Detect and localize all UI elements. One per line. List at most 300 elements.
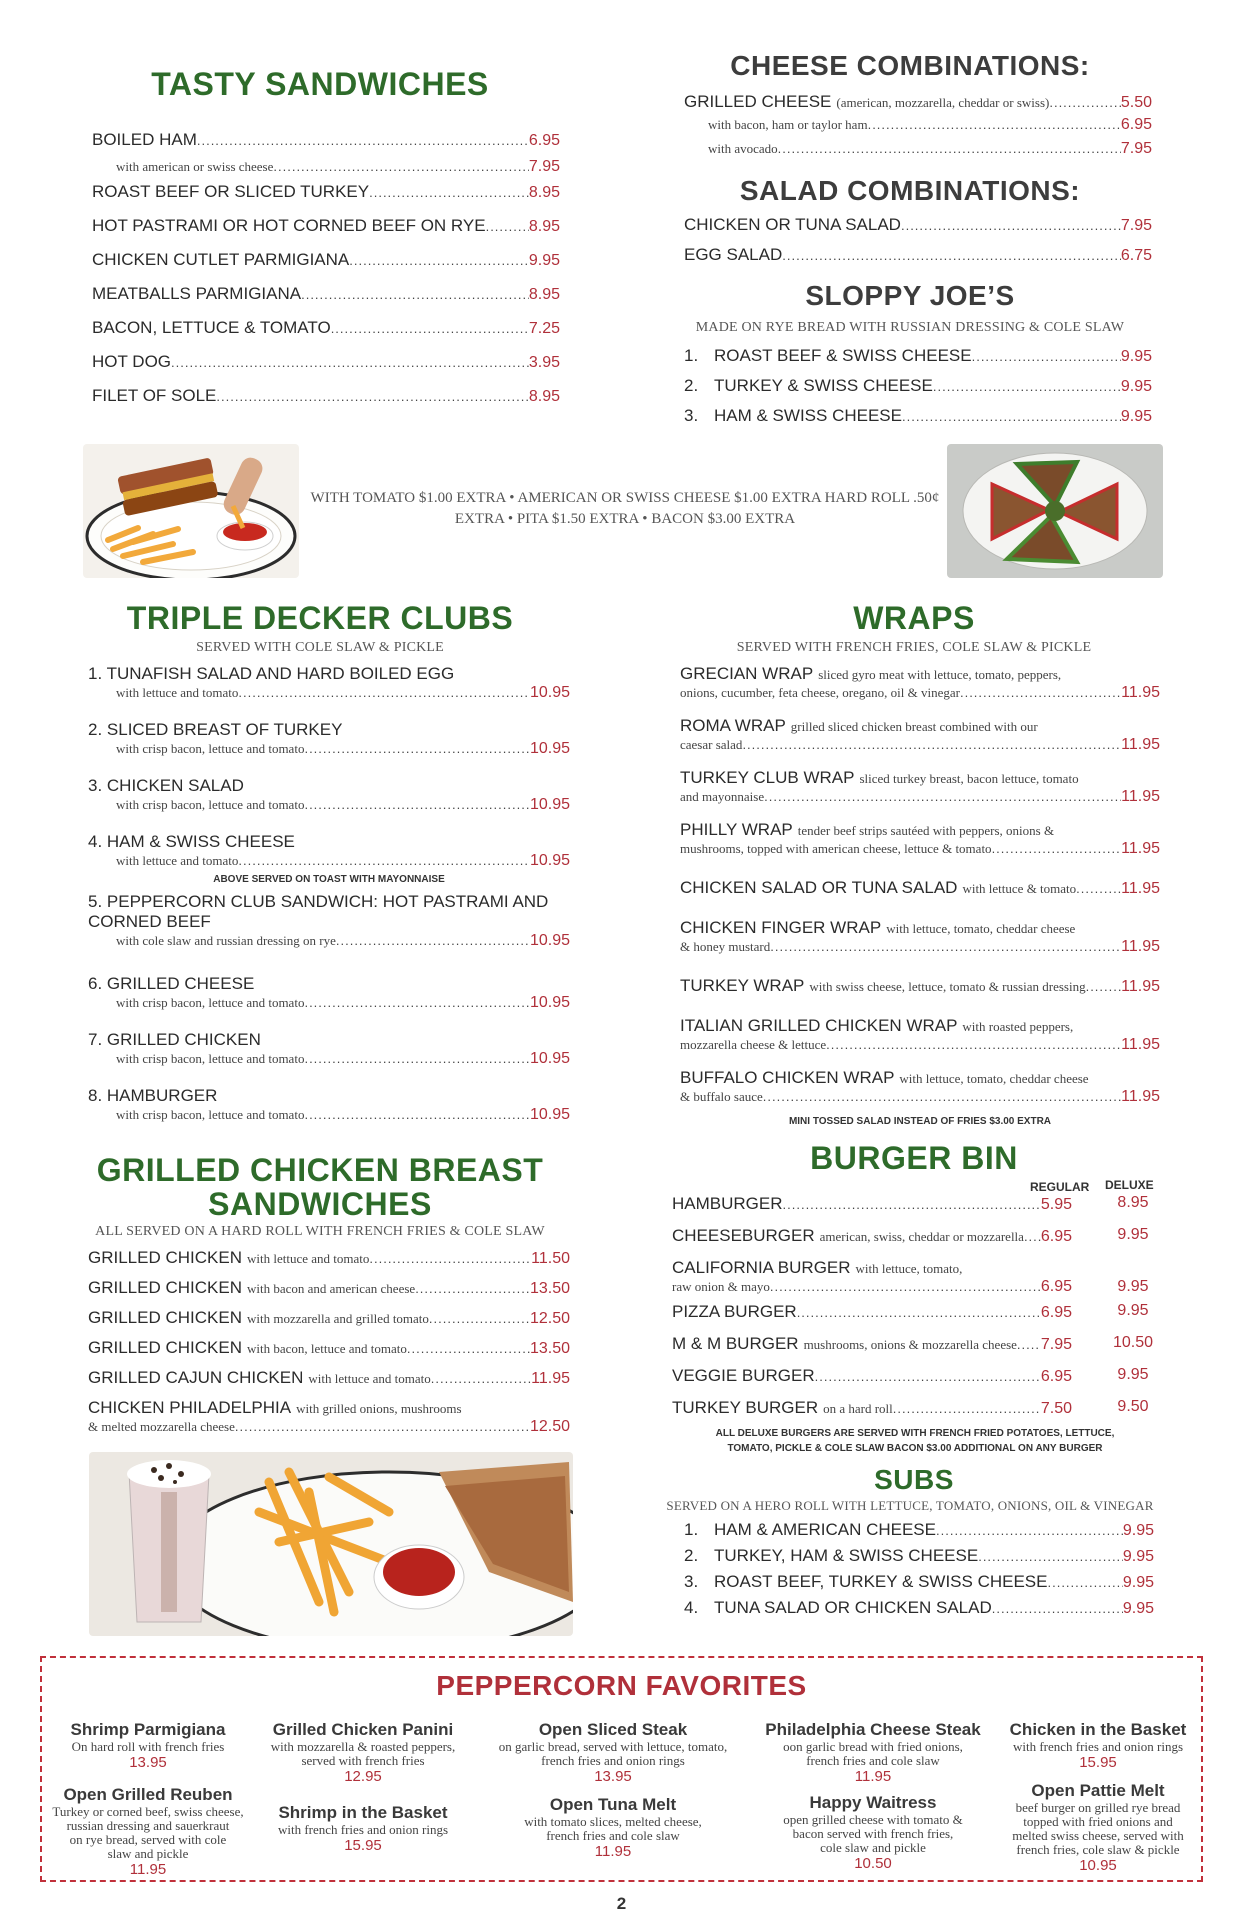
menu-row — [88, 796, 570, 818]
item-deluxe-price: 8.95 — [1117, 1194, 1149, 1211]
menu-row — [684, 140, 1152, 164]
favorite-title: Chicken in the Basket — [1009, 1720, 1187, 1739]
menu-row — [684, 116, 1152, 140]
grilled-title-row — [88, 1398, 570, 1418]
favorite-title: Happy Waitress — [809, 1793, 937, 1812]
favorite-desc: On hard roll with french fries — [71, 1739, 225, 1754]
item-desc: with crisp bacon, lettuce and tomato — [116, 1107, 305, 1122]
item-name: GRILLED CAJUN CHICKEN — [88, 1368, 304, 1387]
item-desc-2: caesar salad — [680, 737, 743, 752]
leader-dots — [815, 1369, 1041, 1384]
menu-row — [680, 1036, 1160, 1054]
favorite-desc: served with french fries — [301, 1753, 425, 1768]
favorite-desc: french fries and cole slaw — [806, 1753, 940, 1768]
item-price: 7.95 — [1120, 140, 1152, 157]
menu-row — [88, 852, 570, 874]
item-price: 5.50 — [1120, 94, 1152, 111]
burger-item — [672, 1302, 1162, 1334]
leader-dots — [1017, 1337, 1041, 1352]
favorites-grid — [48, 1720, 1198, 1878]
item-name: HOT PASTRAMI OR HOT CORNED BEEF ON RYE — [92, 216, 486, 235]
wrap-item — [680, 716, 1160, 768]
burger-item — [672, 1398, 1162, 1430]
leader-dots — [1049, 95, 1121, 110]
wraps-list — [680, 664, 1160, 1127]
favorite-title: Philadelphia Cheese Steak — [765, 1720, 981, 1739]
item-price: 7.25 — [528, 320, 560, 337]
menu-row — [88, 1106, 570, 1128]
menu-row — [92, 284, 560, 318]
favorite-title: Open Sliced Steak — [538, 1720, 688, 1739]
clubs-subtitle: SERVED WITH COLE SLAW & PICKLE — [196, 640, 444, 655]
leader-dots — [992, 1601, 1123, 1616]
item-desc: with crisp bacon, lettuce and tomato — [116, 797, 305, 812]
item-deluxe-price: 10.50 — [1112, 1334, 1154, 1351]
favorite-title: Open Grilled Reuben — [63, 1785, 233, 1804]
menu-row — [672, 1398, 1149, 1422]
menu-row — [672, 1226, 1149, 1250]
club-item — [88, 1086, 570, 1142]
favorite-desc: with tomato slices, melted cheese, — [524, 1814, 702, 1829]
leader-dots — [763, 1089, 1121, 1104]
wrap-title-row — [680, 1016, 1160, 1036]
item-price: 13.50 — [529, 1340, 570, 1357]
menu-row — [684, 1520, 1154, 1546]
cheese-list — [684, 92, 1152, 164]
milkshake-fries-photo — [89, 1452, 573, 1636]
menu-row — [684, 215, 1152, 245]
favorite-desc: with french fries and onion rings — [277, 1822, 449, 1837]
item-name: ROMA WRAP — [680, 716, 786, 735]
item-price: 8.95 — [528, 388, 560, 405]
item-price: 11.95 — [1121, 1036, 1160, 1053]
item-name: CALIFORNIA BURGER — [672, 1258, 851, 1277]
leader-dots — [782, 248, 1121, 263]
favorite-desc: french fries and onion rings — [541, 1753, 685, 1768]
favorite-item — [478, 1795, 748, 1860]
menu-row — [88, 1050, 570, 1072]
leader-dots — [1047, 1575, 1122, 1590]
item-deluxe-price: 9.95 — [1117, 1278, 1149, 1295]
menu-row — [680, 1088, 1160, 1106]
leader-dots — [783, 1197, 1041, 1212]
item-desc: tender beef strips sautéed with peppers, onions & — [797, 823, 1055, 838]
item-name: HOT DOG — [92, 352, 172, 371]
item-price: 6.95 — [528, 132, 560, 149]
favorite-item — [748, 1793, 998, 1872]
favorite-desc: beef burger on grilled rye bread — [1015, 1800, 1181, 1815]
leader-dots — [431, 1371, 531, 1386]
item-name: HAM & AMERICAN CHEESE — [714, 1520, 936, 1539]
item-name: 4. HAM & SWISS CHEESE — [88, 832, 295, 851]
leader-dots — [742, 737, 1121, 752]
item-price: 11.95 — [1121, 1088, 1160, 1105]
grilled-list — [88, 1248, 570, 1436]
item-price: 6.95 — [1120, 116, 1152, 133]
menu-row — [92, 216, 560, 250]
leader-dots — [901, 218, 1121, 233]
menu-row — [88, 994, 570, 1016]
wrap-title-row — [680, 918, 1160, 938]
favorite-item — [248, 1720, 478, 1785]
item-price: 10.95 — [529, 852, 570, 869]
item-price: 9.95 — [1120, 378, 1152, 395]
favorites-column — [748, 1720, 998, 1878]
sloppy-subtitle: MADE ON RYE BREAD WITH RUSSIAN DRESSING & COLE SLAW — [695, 320, 1125, 335]
favorite-price: 10.95 — [1079, 1857, 1117, 1874]
item-name: EGG SALAD — [684, 245, 783, 264]
item-desc: with grilled onions, mushrooms — [296, 1401, 462, 1416]
favorite-price: 15.95 — [1079, 1754, 1117, 1771]
menu-row — [92, 158, 560, 182]
item-name: 8. HAMBURGER — [88, 1086, 218, 1105]
leader-dots — [826, 1037, 1121, 1052]
favorite-item — [248, 1803, 478, 1854]
item-desc-2: raw onion & mayo — [672, 1279, 770, 1294]
item-desc: with mozzarella and grilled tomato — [246, 1311, 429, 1326]
item-desc: with lettuce & tomato — [962, 881, 1077, 896]
favorites-column — [478, 1720, 748, 1878]
item-price: 7.95 — [528, 158, 560, 175]
menu-row — [88, 740, 570, 762]
menu-row — [684, 92, 1152, 116]
item-number: 3. — [684, 406, 699, 425]
item-price: 9.95 — [1120, 348, 1152, 365]
item-desc: with roasted peppers, — [962, 1019, 1074, 1034]
leader-dots — [273, 159, 528, 174]
item-desc-2: onions, cucumber, feta cheese, oregano, oil & vinegar — [680, 685, 960, 700]
menu-row — [672, 1366, 1149, 1390]
grilled-subtitle: ALL SERVED ON A HARD ROLL WITH FRENCH FRIES & COLE SLAW — [95, 1224, 545, 1239]
item-price: 11.95 — [1121, 978, 1160, 995]
item-name: 5. PEPPERCORN CLUB SANDWICH: HOT PASTRAMI AND CORNED BEEF — [88, 892, 549, 931]
wrap-item — [680, 970, 1160, 1016]
favorite-desc: slaw and pickle — [107, 1846, 189, 1861]
item-desc: with lettuce and tomato — [116, 853, 239, 868]
sloppy-list — [684, 346, 1152, 436]
menu-row — [88, 1368, 570, 1398]
leader-dots — [369, 185, 529, 200]
menu-row — [88, 932, 570, 954]
item-deluxe-price: 9.50 — [1117, 1398, 1149, 1415]
item-desc: (american, mozzarella, cheddar or swiss) — [836, 95, 1050, 110]
leader-dots — [304, 995, 530, 1010]
leader-dots — [936, 1523, 1123, 1538]
menu-row — [680, 878, 1160, 900]
item-desc: with lettuce, tomato, cheddar cheese — [886, 921, 1076, 936]
item-price: 11.95 — [1121, 788, 1160, 805]
burger-note-1: ALL DELUXE BURGERS ARE SERVED WITH FRENCH FRIED POTATOES, LETTUCE, — [715, 1428, 1115, 1439]
item-name: TURKEY WRAP — [680, 976, 805, 995]
item-name: 6. GRILLED CHEESE — [88, 974, 255, 993]
wrap-item — [680, 1068, 1160, 1120]
menu-row — [684, 376, 1152, 406]
wrap-title-row — [680, 820, 1160, 840]
menu-row — [92, 130, 560, 158]
extras-line-1: WITH TOMATO $1.00 EXTRA • AMERICAN OR SWISS CHEESE $1.00 EXTRA HARD ROLL .50¢ — [310, 490, 940, 506]
item-name: FILET OF SOLE — [92, 386, 217, 405]
item-desc-2: & honey mustard — [680, 939, 771, 954]
item-name: PIZZA BURGER — [672, 1302, 797, 1321]
item-price: 11.95 — [1121, 938, 1160, 955]
favorite-item — [48, 1785, 248, 1878]
club-item — [88, 974, 570, 1030]
wraps-subtitle: SERVED WITH FRENCH FRIES, COLE SLAW & PICKLE — [736, 640, 1092, 655]
item-desc: with lettuce and tomato — [246, 1251, 370, 1266]
burger-item — [672, 1334, 1162, 1366]
item-number: 2. — [684, 1546, 699, 1565]
favorite-item — [748, 1720, 998, 1785]
item-name: 7. GRILLED CHICKEN — [88, 1030, 261, 1049]
favorite-item — [998, 1781, 1198, 1874]
leader-dots — [1086, 979, 1122, 994]
item-name: CHICKEN SALAD OR TUNA SALAD — [680, 878, 958, 897]
item-name: GRILLED CHICKEN — [88, 1248, 242, 1267]
item-price: 8.95 — [528, 184, 560, 201]
item-desc-2: and mayonnaise — [680, 789, 765, 804]
item-price: 7.95 — [1120, 217, 1152, 234]
item-name: 1. TUNAFISH SALAD AND HARD BOILED EGG — [88, 664, 455, 683]
item-name: CHEESEBURGER — [672, 1226, 815, 1245]
item-price: 10.95 — [529, 796, 570, 813]
wrap-title-row — [680, 664, 1160, 684]
club-item — [88, 1030, 570, 1086]
burger-item — [672, 1226, 1162, 1258]
item-name: GRILLED CHICKEN — [88, 1278, 242, 1297]
favorite-item — [998, 1720, 1198, 1771]
clubs-note: ABOVE SERVED ON TOAST WITH MAYONNAISE — [213, 874, 445, 885]
page-number: 2 — [616, 1894, 627, 1913]
tasty-list — [92, 130, 560, 420]
menu-row — [672, 1302, 1149, 1326]
item-price: 9.95 — [528, 252, 560, 269]
leader-dots — [778, 141, 1121, 156]
favorite-title: Shrimp Parmigiana — [70, 1720, 226, 1739]
favorite-desc: french fries and cole slaw — [546, 1828, 680, 1843]
leader-dots — [978, 1549, 1123, 1564]
item-number: 1. — [684, 1520, 699, 1539]
item-price: 11.95 — [531, 1370, 570, 1387]
item-desc: with crisp bacon, lettuce and tomato — [116, 741, 305, 756]
subs-title: SUBS — [874, 1464, 954, 1495]
leader-dots — [235, 1419, 530, 1434]
leader-dots — [868, 117, 1121, 132]
item-name: VEGGIE BURGER — [672, 1366, 815, 1385]
leader-dots — [933, 379, 1121, 394]
wrap-item — [680, 820, 1160, 872]
item-price: 8.95 — [528, 218, 560, 235]
wraps-note: MINI TOSSED SALAD INSTEAD OF FRIES $3.00 EXTRA — [788, 1116, 1052, 1127]
leader-dots — [1076, 881, 1121, 896]
item-price: 11.95 — [1121, 736, 1160, 753]
item-desc: with cole slaw and russian dressing on rye — [116, 933, 336, 948]
leader-dots — [415, 1281, 530, 1296]
item-price: 9.95 — [1122, 1600, 1154, 1617]
wrap-title-row — [680, 716, 1160, 736]
item-name: BUFFALO CHICKEN WRAP — [680, 1068, 895, 1087]
favorite-desc: melted swiss cheese, served with — [1012, 1828, 1184, 1843]
leader-dots — [336, 933, 530, 948]
menu-row — [92, 182, 560, 216]
burger-title-row — [672, 1258, 1162, 1278]
favorite-price: 15.95 — [344, 1837, 382, 1854]
menu-row — [672, 1194, 1149, 1218]
leader-dots — [972, 349, 1121, 364]
item-name: TURKEY, HAM & SWISS CHEESE — [714, 1546, 979, 1565]
item-name: HAM & SWISS CHEESE — [714, 406, 902, 425]
tasty-title: TASTY SANDWICHES — [151, 66, 489, 102]
favorite-item — [48, 1720, 248, 1771]
menu-row — [88, 1278, 570, 1308]
item-desc-2: mozzarella cheese & lettuce — [680, 1037, 827, 1052]
favorite-price: 13.95 — [594, 1768, 632, 1785]
item-price: 9.95 — [1122, 1548, 1154, 1565]
sloppy-title: SLOPPY JOE’S — [805, 280, 1015, 311]
favorite-price: 13.95 — [129, 1754, 167, 1771]
item-desc: grilled sliced chicken breast combined with our — [790, 719, 1038, 734]
leader-dots — [770, 1279, 1041, 1294]
menu-row — [680, 684, 1160, 702]
item-price: 9.95 — [1122, 1522, 1154, 1539]
item-price: 6.95 — [1040, 1368, 1072, 1385]
favorite-price: 11.95 — [594, 1843, 632, 1860]
leader-dots — [331, 321, 529, 336]
favorite-price: 10.50 — [854, 1855, 892, 1872]
item-price: 6.95 — [1040, 1278, 1072, 1295]
favorite-desc: topped with fried onions and — [1023, 1814, 1173, 1829]
leader-dots — [304, 741, 530, 756]
leader-dots — [304, 1107, 530, 1122]
wrap-item — [680, 872, 1160, 918]
wrap-title-row — [680, 768, 1160, 788]
leader-dots — [171, 355, 529, 370]
salad-title: SALAD COMBINATIONS: — [739, 175, 1081, 206]
item-deluxe-price: 9.95 — [1117, 1366, 1149, 1383]
item-name: HAMBURGER — [672, 1194, 783, 1213]
item-name: M & M BURGER — [672, 1334, 799, 1353]
item-name: GRILLED CHEESE — [684, 92, 832, 111]
leader-dots — [407, 1341, 530, 1356]
salad-list — [684, 215, 1152, 275]
favorite-desc: on rye bread, served with cole — [69, 1832, 227, 1847]
wrap-title-row — [680, 1068, 1160, 1088]
wrap-item — [680, 1016, 1160, 1068]
leader-dots — [486, 219, 529, 234]
menu-row — [92, 386, 560, 420]
grilled-title-2: SANDWICHES — [208, 1186, 432, 1222]
item-name: with american or swiss cheese — [116, 159, 274, 174]
burger-note-2: TOMATO, PICKLE & COLE SLAW BACON $3.00 ADDITIONAL ON ANY BURGER — [727, 1443, 1103, 1454]
leader-dots — [301, 287, 529, 302]
burger-item — [672, 1194, 1162, 1226]
item-desc: with crisp bacon, lettuce and tomato — [116, 995, 305, 1010]
item-price: 3.95 — [528, 354, 560, 371]
favorite-title: Shrimp in the Basket — [278, 1803, 448, 1822]
menu-row — [88, 1338, 570, 1368]
item-price: 8.95 — [528, 286, 560, 303]
leader-dots — [764, 789, 1121, 804]
item-name: ITALIAN GRILLED CHICKEN WRAP — [680, 1016, 958, 1035]
item-price: 10.95 — [529, 932, 570, 949]
leader-dots — [893, 1401, 1041, 1416]
item-name: TURKEY BURGER — [672, 1398, 819, 1417]
item-desc-2: & buffalo sauce — [680, 1089, 763, 1104]
menu-row — [684, 1572, 1154, 1598]
club-item — [88, 892, 570, 974]
item-name: CHICKEN FINGER WRAP — [680, 918, 882, 937]
favorite-desc: open grilled cheese with tomato & — [783, 1812, 963, 1827]
leader-dots — [992, 841, 1122, 856]
item-price: 13.50 — [529, 1280, 570, 1297]
burger-item — [672, 1366, 1162, 1398]
item-desc: with lettuce and tomato — [116, 685, 239, 700]
item-desc: with lettuce and tomato — [308, 1371, 431, 1386]
menu-row — [88, 1248, 570, 1278]
leader-dots — [238, 853, 530, 868]
menu-row — [88, 1418, 570, 1436]
item-price: 6.95 — [1040, 1228, 1072, 1245]
grilled-title-1: GRILLED CHICKEN BREAST — [96, 1152, 544, 1188]
wraps-title: WRAPS — [853, 600, 975, 636]
favorites-column — [248, 1720, 478, 1878]
item-price: 10.95 — [529, 994, 570, 1011]
item-desc-2: mushrooms, topped with american cheese, lettuce & tomato — [680, 841, 992, 856]
leader-dots — [304, 797, 530, 812]
club-item — [88, 776, 570, 832]
favorite-item — [478, 1720, 748, 1785]
item-deluxe-price: 9.95 — [1117, 1226, 1149, 1243]
item-price: 9.95 — [1122, 1574, 1154, 1591]
clubs-title: TRIPLE DECKER CLUBS — [126, 600, 514, 636]
menu-row — [92, 318, 560, 352]
extras-line-2: EXTRA • PITA $1.50 EXTRA • BACON $3.00 EXTRA — [454, 511, 796, 527]
menu-row — [680, 788, 1160, 806]
item-price: 11.95 — [1121, 880, 1160, 897]
menu-row — [672, 1334, 1154, 1358]
burger-col-deluxe: DELUXE — [1105, 1178, 1154, 1192]
item-name: 2. SLICED BREAST OF TURKEY — [88, 720, 343, 739]
leader-dots — [1024, 1229, 1041, 1244]
menu-row — [680, 938, 1160, 956]
menu-row — [92, 250, 560, 284]
leader-dots — [797, 1305, 1041, 1320]
club-item — [88, 664, 570, 720]
leader-dots — [902, 409, 1121, 424]
item-desc: with bacon, lettuce and tomato — [246, 1341, 407, 1356]
sandwich-fries-photo — [83, 444, 299, 578]
item-name: with bacon, ham or taylor ham — [708, 117, 868, 132]
leader-dots — [238, 685, 530, 700]
item-name: PHILLY WRAP — [680, 820, 793, 839]
item-price: 10.95 — [529, 740, 570, 757]
wrap-item — [680, 768, 1160, 820]
leader-dots — [304, 1051, 530, 1066]
leader-dots — [216, 389, 528, 404]
favorite-desc: Turkey or corned beef, swiss cheese, — [52, 1804, 244, 1819]
item-price: 11.95 — [1121, 684, 1160, 701]
favorite-desc: cole slaw and pickle — [820, 1840, 926, 1855]
menu-row — [684, 245, 1152, 275]
item-name: BOILED HAM — [92, 130, 197, 149]
item-name: BACON, LETTUCE & TOMATO — [92, 318, 331, 337]
item-price: 9.95 — [1120, 408, 1152, 425]
favorite-desc: on garlic bread, served with lettuce, tomato, — [498, 1739, 728, 1754]
favorite-title: Grilled Chicken Panini — [272, 1720, 454, 1739]
wrap-item — [680, 918, 1160, 970]
item-desc: on a hard roll — [823, 1401, 893, 1416]
favorite-desc: bacon served with french fries, — [792, 1826, 954, 1841]
favorite-price: 12.95 — [344, 1768, 382, 1785]
